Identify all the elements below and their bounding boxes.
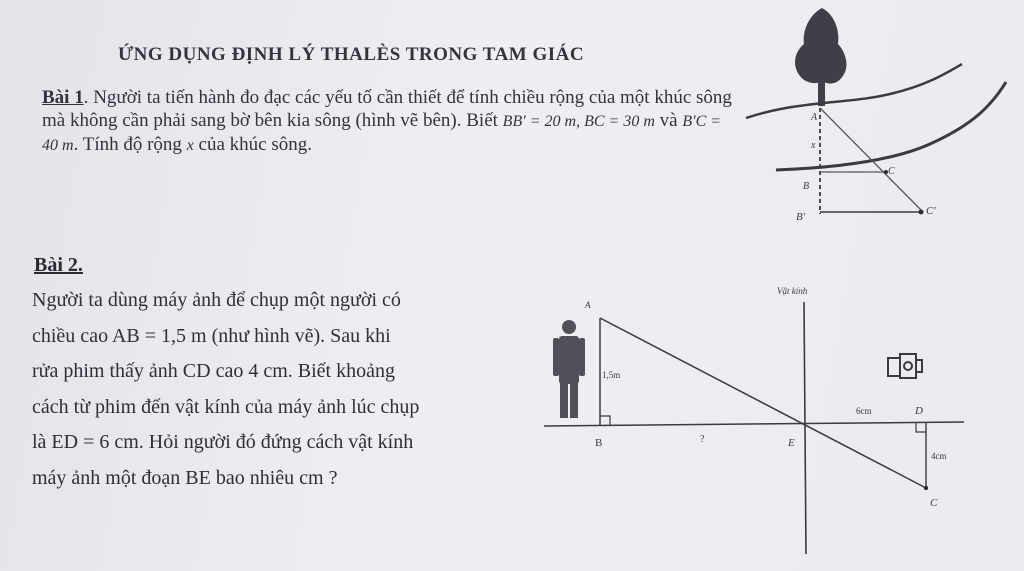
label-b: B: [803, 181, 810, 192]
right-angle-d: [916, 422, 926, 432]
exercise-2-line: là ED = 6 cm. Hỏi người đó đứng cách vật kính: [32, 431, 414, 453]
camera-diagram: [540, 276, 1024, 571]
label-b-prime: B′: [796, 211, 806, 223]
label-lens: Vật kính: [777, 286, 808, 296]
exercise-1-text-c: của khúc sông.: [193, 134, 312, 155]
camera-icon: [888, 354, 922, 378]
label-e: E: [788, 437, 795, 449]
exercise-2-line: máy ảnh một đoạn BE bao nhiêu cm ?: [32, 466, 338, 489]
exercise-2-text: [32, 283, 532, 496]
lens-line: [804, 302, 806, 554]
tree-icon: [795, 8, 846, 84]
exercise-2-line: cách từ phim đến vật kính của máy ảnh lúc chụp: [32, 395, 420, 418]
exercise-1-text: [42, 86, 732, 157]
point-c-prime: [919, 210, 924, 215]
ground-line: [544, 422, 964, 426]
exercise-2-line: chiều cao AB = 1,5 m (như hình vẽ). Sau khi: [32, 324, 391, 347]
label-c: C: [930, 497, 938, 509]
label-b: B: [595, 437, 603, 449]
right-angle-b: [600, 416, 610, 426]
exercise-1-given-2: B′C = 40 m: [42, 113, 722, 154]
label-c: C: [888, 166, 895, 177]
river-bank-far: [746, 64, 962, 118]
label-a: A: [811, 112, 818, 123]
label-unknown: ?: [700, 434, 705, 445]
ray-a-c: [600, 318, 926, 488]
point-c-dot: [924, 486, 928, 490]
label-d: D: [915, 405, 923, 417]
exercise-2-line: Người ta dùng máy ảnh để chụp một người có: [32, 289, 401, 311]
river-diagram: [740, 0, 1024, 240]
label-ed: 6cm: [856, 406, 872, 416]
exercise-1-text-a: . Người ta tiến hành đo đạc các yếu tố cần thiết để tính chiều rộng của một khúc sông mà không cần phải sang bờ bên kia sông (hình vẽ bên). Biết: [42, 87, 732, 131]
label-cd: 4cm: [931, 451, 947, 461]
page-title: ỨNG DỤNG ĐỊNH LÝ THALÈS TRONG TAM GIÁC: [118, 44, 585, 65]
exercise-1-unknown: x: [186, 137, 194, 154]
label-a: A: [585, 300, 591, 310]
exercise-1-label: Bài 1: [42, 87, 84, 108]
exercise-2-label: Bài 2.: [34, 254, 83, 276]
label-x: x: [811, 140, 816, 151]
exercise-1-given-1: BB′ = 20 m, BC = 30 m: [502, 113, 655, 130]
label-height: 1,5m: [602, 370, 621, 380]
exercise-2-line: rửa phim thấy ảnh CD cao 4 cm. Biết khoảng: [32, 360, 395, 382]
label-c-prime: C′: [926, 205, 936, 217]
exercise-1-and: và: [654, 110, 683, 131]
line-a-cprime: [820, 108, 922, 211]
river-bank-near: [776, 82, 1006, 170]
exercise-1-text-b: . Tính độ rộng: [73, 134, 187, 155]
person-icon: [553, 320, 585, 418]
